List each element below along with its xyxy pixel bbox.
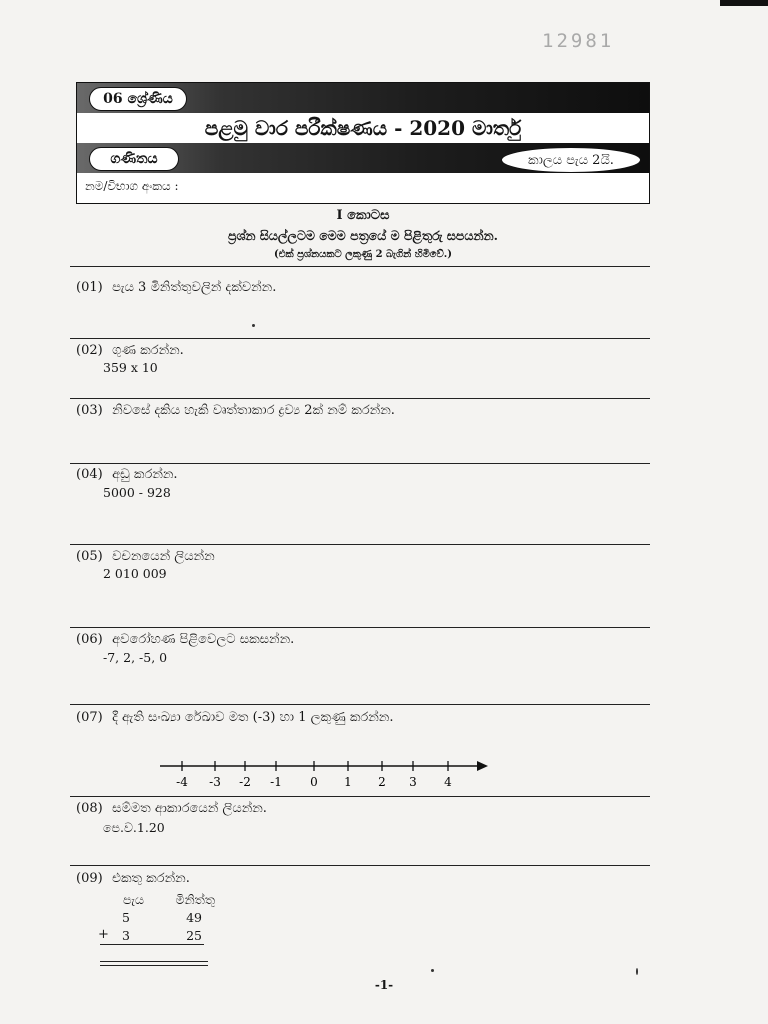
question-06-numbers: -7, 2, -5, 0 [103,650,168,665]
answer-line [70,796,650,797]
subject-label: ගණිතය [89,147,179,171]
time-label: කාලය පැය 2යි. [501,147,641,173]
addend-2-minutes: 25 [186,928,202,943]
page-number: -1- [374,978,394,992]
question-text: එකතු කරන්න. [112,871,190,886]
number-line-tick-label: 4 [444,775,452,789]
number-line-tick-label: 1 [344,775,352,789]
grade-label: 06 ශ්‍රේණිය [89,87,187,111]
question-number: (02) [76,343,103,358]
answer-line [70,544,650,545]
question-text: සම්මත ආකාරයෙන් ලියන්න. [112,801,267,816]
question-07 [76,710,393,725]
question-text: නිවසේ දකිය හැකි වෘත්තාකාර ද්‍රව්‍ය 2ක් නම් කරන්න. [112,403,395,418]
question-03 [76,403,395,418]
question-04-expression: 5000 - 928 [103,485,171,500]
document-stamp: 12981 [542,30,615,52]
number-line-tick-label: 2 [378,775,386,789]
number-line[interactable] [155,752,495,792]
name-index-field[interactable]: නම/විභාග අංකය : [85,179,179,193]
question-text: අඩු කරන්න. [112,467,178,482]
speck [636,968,638,975]
plus-sign: + [98,927,109,942]
number-line-tick-label: -1 [270,775,282,789]
question-number: (05) [76,549,103,564]
question-05-number: 2 010 009 [103,566,167,581]
answer-line [70,398,650,399]
addend-1-minutes: 49 [186,910,202,925]
section-title: I කොටස [336,208,390,223]
question-number: (04) [76,467,103,482]
question-02 [76,343,184,358]
section-note: (එක් ප්‍රශ්නයකට ලකුණු 2 බැගින් හිමිවේ.) [274,249,452,260]
addend-2-hours: 3 [122,928,130,943]
answer-line [70,338,650,339]
divider [70,266,650,267]
question-number: (06) [76,632,103,647]
question-06 [76,632,294,647]
addend-1-hours: 5 [122,910,130,925]
corner-mark [720,0,768,6]
question-number: (01) [76,280,103,295]
exam-header [76,82,650,204]
speck [252,324,255,327]
number-line-tick-label: 3 [409,775,417,789]
question-number: (09) [76,871,103,886]
question-02-expression: 359 x 10 [103,360,158,375]
answer-line [70,865,650,866]
answer-line [70,627,650,628]
question-text: වචනයෙන් ලියන්න [112,549,215,564]
number-line-arrow [477,761,488,771]
speck [431,969,434,972]
sum-line-double-2 [100,965,208,966]
question-number: (08) [76,801,103,816]
sum-line-top [100,944,204,945]
question-08 [76,801,267,816]
question-number: (03) [76,403,103,418]
question-01 [76,280,276,295]
question-number: (07) [76,710,103,725]
question-08-time: පෙ.ව.1.20 [103,820,165,835]
question-text: පැය 3 මිනිත්තුවලින් දක්වන්න. [112,280,277,295]
column-header-hours: පැය [123,892,144,907]
question-05 [76,549,215,564]
sum-line-double-1 [100,961,208,962]
column-header-minutes: මිනිත්තු [175,892,215,907]
exam-title: පළමු වාර පරීක්ෂණය - 2020 මාර්තු [204,116,522,140]
number-line-tick-label: -3 [209,775,221,789]
question-text: ගුණ කරන්න. [112,343,184,358]
number-line-tick-label: -2 [239,775,251,789]
number-line-tick-label: -4 [176,775,188,789]
section-instruction: ප්‍රශ්න සියල්ලටම මෙම පත්‍රයේ ම පිළිතුරු සපයන්න. [228,228,498,243]
question-text: දී ඇති සංඛ්‍යා රේඛාව මත (-3) හා 1 ලකුණු කරන්න. [112,710,394,725]
question-04 [76,467,178,482]
answer-line [70,704,650,705]
number-line-tick-label: 0 [310,775,318,789]
answer-line [70,463,650,464]
question-09 [76,871,190,886]
question-text: අවරෝහණ පිළිවෙලට සකසන්න. [112,632,295,647]
